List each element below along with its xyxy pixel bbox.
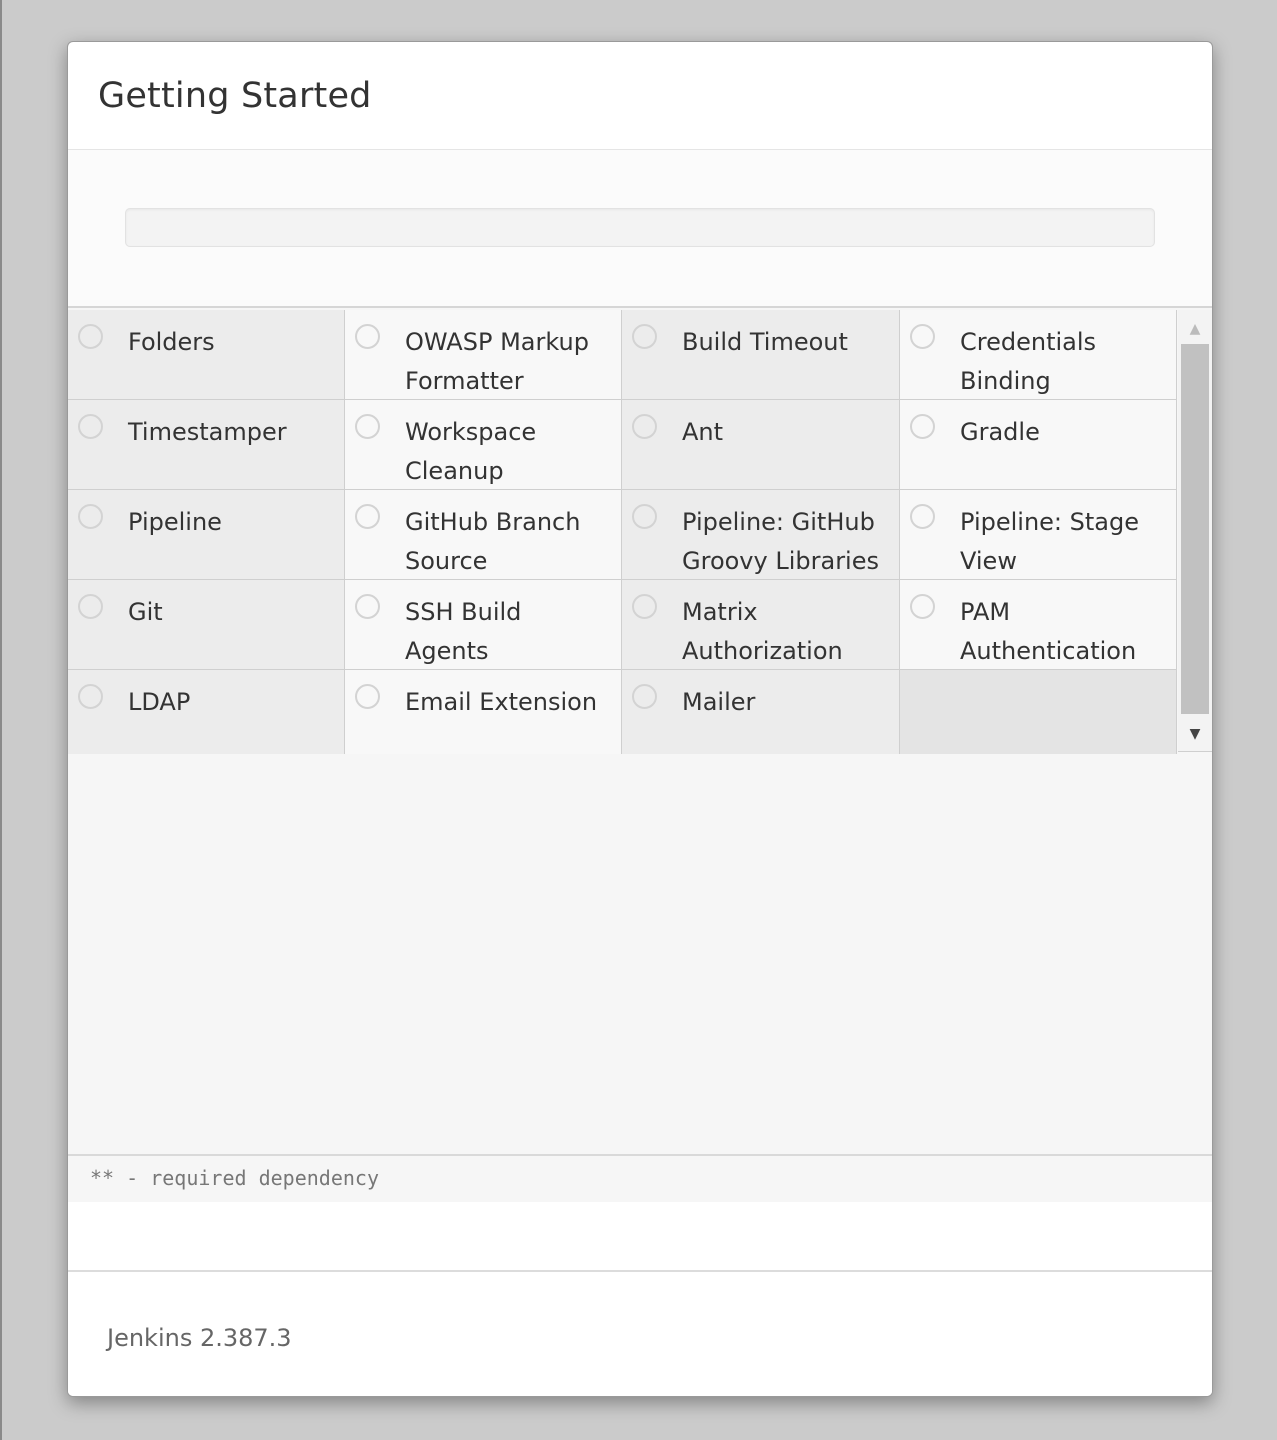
plugin-item-label: Git [128,598,163,626]
plugin-item[interactable] [345,580,622,670]
plugin-item[interactable] [68,310,345,400]
install-status-circle-icon [910,504,935,529]
plugin-item-label: OWASP Markup Formatter [405,328,589,395]
plugin-item[interactable] [900,400,1177,490]
scrollbar-thumb[interactable] [1181,344,1209,714]
plugin-item-label: Email Extension [405,688,598,716]
dialog-header [68,42,1212,150]
plugin-item[interactable] [622,580,900,670]
plugin-item-label: Gradle [960,418,1040,446]
scroll-down-arrow-icon[interactable]: ▼ [1189,726,1201,742]
install-status-circle-icon [355,504,380,529]
install-progress-bar [125,208,1155,247]
plugin-item[interactable] [345,400,622,490]
plugin-item[interactable] [900,310,1177,400]
plugin-list-scrollbar[interactable] [1178,310,1212,752]
jenkins-version: Jenkins 2.387.3 [107,1324,292,1352]
plugin-item-label: Timestamper [128,418,287,446]
plugin-item[interactable] [622,400,900,490]
plugin-item-label: Workspace Cleanup [405,418,537,485]
install-status-circle-icon [632,594,657,619]
install-status-circle-icon [78,504,103,529]
plugin-item-label: Mailer [682,688,756,716]
install-status-circle-icon [910,594,935,619]
plugin-item[interactable] [622,670,900,754]
plugin-item[interactable] [68,400,345,490]
plugin-item[interactable] [900,490,1177,580]
plugin-item[interactable] [68,490,345,580]
install-status-circle-icon [355,594,380,619]
required-dependency-note: ** - required dependency [90,1166,379,1190]
plugin-item[interactable] [68,580,345,670]
plugin-grid [68,310,1178,754]
plugin-item-label: PAM Authentication [960,598,1137,665]
plugin-item-label: Matrix Authorization [682,598,843,665]
install-status-circle-icon [632,504,657,529]
plugin-item-label: LDAP [128,688,191,716]
scroll-up-arrow-icon[interactable]: ▲ [1189,321,1201,337]
plugin-item-label: Pipeline [128,508,222,536]
install-status-circle-icon [632,324,657,349]
install-status-circle-icon [78,594,103,619]
install-status-circle-icon [78,684,103,709]
dialog-title: Getting Started [98,76,372,116]
install-status-circle-icon [78,414,103,439]
setup-wizard-dialog [67,41,1213,1397]
plugin-item[interactable] [900,580,1177,670]
install-status-circle-icon [78,324,103,349]
plugin-item-label: Pipeline: Stage View [960,508,1139,575]
dialog-footer [68,1270,1212,1397]
empty-grid-cell [900,670,1177,754]
plugin-item-label: Credentials Binding [960,328,1097,395]
plugin-grid-viewport[interactable] [68,310,1178,754]
install-status-circle-icon [355,684,380,709]
install-log-footnote-area [68,1156,1212,1202]
plugin-list-area [68,308,1212,1156]
plugin-item-label: Build Timeout [682,328,848,356]
plugin-item[interactable] [622,490,900,580]
plugin-item-label: Ant [682,418,724,446]
plugin-item[interactable] [345,490,622,580]
plugin-item[interactable] [68,670,345,754]
install-status-circle-icon [355,324,380,349]
plugin-item-label: Folders [128,328,215,356]
plugin-item-label: GitHub Branch Source [405,508,581,575]
install-progress-area [68,150,1212,308]
plugin-item-label: Pipeline: GitHub Groovy Libraries [682,508,879,575]
install-status-circle-icon [355,414,380,439]
plugin-item-label: SSH Build Agents [405,598,522,665]
plugin-item[interactable] [622,310,900,400]
plugin-item[interactable] [345,310,622,400]
install-status-circle-icon [910,324,935,349]
install-status-circle-icon [910,414,935,439]
install-status-circle-icon [632,684,657,709]
install-status-circle-icon [632,414,657,439]
plugin-item[interactable] [345,670,622,754]
